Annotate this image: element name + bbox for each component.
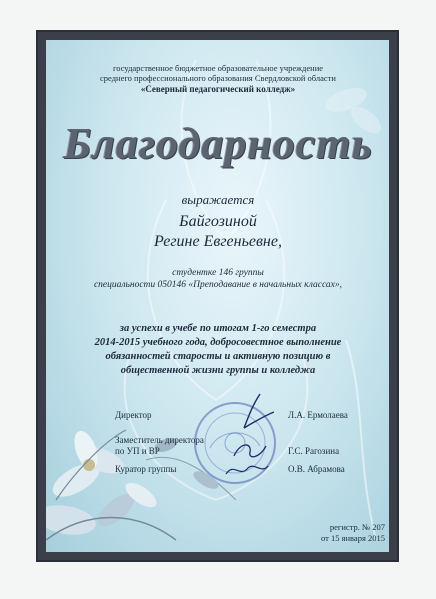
institution-name: «Северный педагогический колледж» [140, 84, 296, 94]
institution-line-1: государственное бюджетное образовательное учреждение [112, 63, 324, 73]
reason-line-4: общественной жизни группы и колледжа [120, 365, 316, 376]
certificate-title: Благодарность [63, 119, 373, 168]
expressed-text: выражается [181, 192, 255, 207]
deputy-name: Г.С. Рагозина [288, 446, 340, 456]
recipient-surname: Байгозиной [179, 213, 257, 230]
registration-date: от 15 января 2015 [320, 533, 385, 543]
deputy-title-2: по УП и ВР [115, 446, 160, 456]
student-group: студентке 146 группы [172, 268, 264, 278]
student-specialty: специальности 050146 «Преподавание в начальных классах», [93, 280, 343, 290]
director-title: Директор [115, 410, 152, 420]
curator-title: Куратор группы [115, 464, 177, 474]
director-signature [230, 392, 280, 432]
curator-name: О.В. Абрамова [288, 464, 345, 474]
director-name: Л.А. Ермолаева [288, 410, 348, 420]
institution-line-2: среднего профессионального образования Свердловской области [100, 73, 336, 83]
reason-line-1: за успехи в учебе по итогам 1-го семестра [119, 323, 317, 334]
registration-number: регистр. № 207 [329, 522, 385, 532]
reason-line-2: 2014-2015 учебного года, добросовестное выполнение [94, 337, 342, 348]
deputy-title-1: Заместитель директора [115, 435, 204, 445]
curator-signature [222, 458, 272, 480]
reason-line-3: обязанностей старосты и активную позицию в [105, 351, 331, 362]
recipient-name: Регине Евгеньевне, [154, 233, 282, 250]
